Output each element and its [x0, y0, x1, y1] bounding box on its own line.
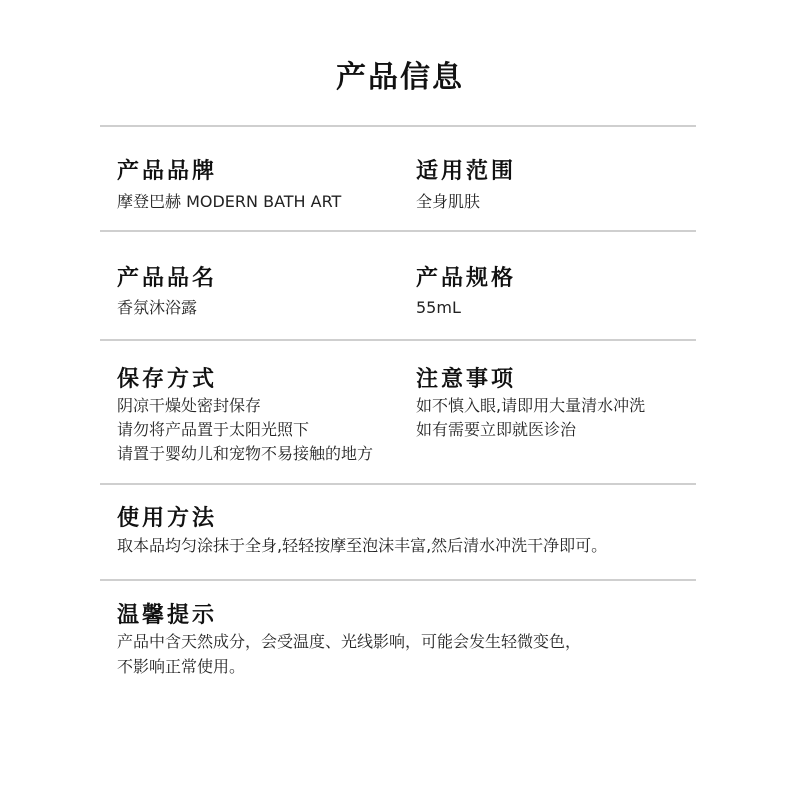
- caution-line-2: 如有需要立即就医诊治: [416, 420, 577, 439]
- divider: [100, 483, 696, 485]
- divider: [100, 230, 696, 232]
- storage-line-1: 阴凉干燥处密封保存: [117, 396, 262, 415]
- spec-value: 55mL: [416, 298, 461, 317]
- tips-line-2: 不影响正常使用。: [117, 657, 246, 676]
- scope-value: 全身肌肤: [416, 192, 481, 211]
- product-name-heading: 产品品名: [117, 266, 218, 291]
- product-name-value: 香氛沐浴露: [117, 298, 198, 317]
- scope-heading: 适用范围: [416, 159, 517, 184]
- divider: [100, 125, 696, 127]
- usage-heading: 使用方法: [117, 506, 218, 531]
- storage-line-2: 请勿将产品置于太阳光照下: [117, 420, 310, 439]
- divider: [100, 339, 696, 341]
- spec-heading: 产品规格: [416, 266, 517, 291]
- tips-heading: 温馨提示: [117, 603, 218, 628]
- caution-heading: 注意事项: [416, 367, 517, 392]
- storage-line-3: 请置于婴幼儿和宠物不易接触的地方: [117, 444, 374, 463]
- storage-heading: 保存方式: [117, 367, 218, 392]
- usage-value: 取本品均匀涂抹于全身,轻轻按摩至泡沫丰富,然后清水冲洗干净即可。: [117, 536, 608, 555]
- divider: [100, 579, 696, 581]
- page-title: 产品信息: [336, 60, 464, 95]
- caution-line-1: 如不慎入眼,请即用大量清水冲洗: [416, 396, 646, 415]
- brand-heading: 产品品牌: [117, 159, 218, 184]
- brand-value: 摩登巴赫 MODERN BATH ART: [117, 192, 342, 211]
- tips-line-1: 产品中含天然成分，会受温度、光线影响，可能会发生轻微变色，: [117, 632, 582, 651]
